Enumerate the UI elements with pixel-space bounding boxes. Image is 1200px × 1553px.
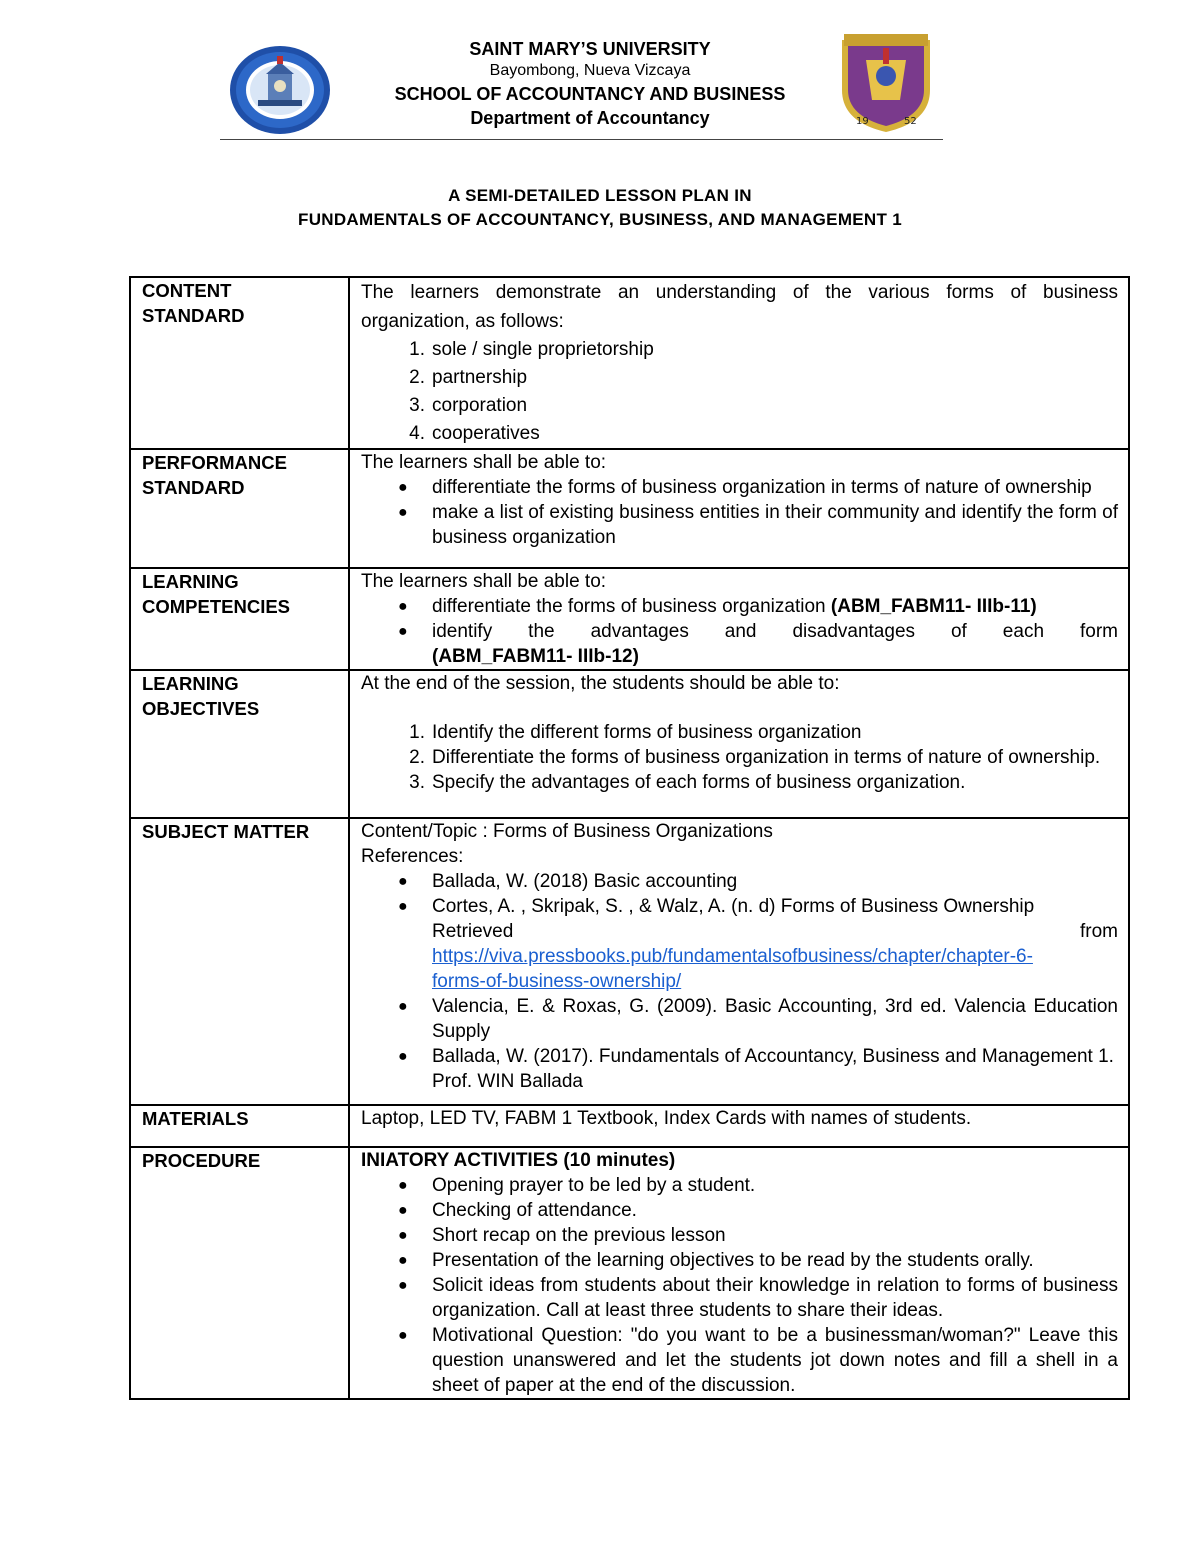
document-title: [0, 184, 1200, 232]
content-standard-label: CONTENT STANDARD: [130, 277, 349, 449]
learning-objectives-list: [361, 720, 1118, 795]
department-name: Department of Accountancy: [470, 108, 710, 128]
list-item: ● Valencia, E. & Roxas, G. (2009). Basic Accounting, 3rd ed. Valencia Education Supply: [398, 996, 1118, 1042]
page-header: [0, 0, 1200, 145]
procedure-heading: INIATORY ACTIVITIES (10 minutes): [361, 1150, 676, 1171]
materials-content: Laptop, LED TV, FABM 1 Textbook, Index Cards with names of students.: [349, 1105, 1129, 1147]
crest-year-right: 52: [904, 116, 917, 127]
content-standard-list: [361, 336, 1118, 448]
performance-standard-intro: The learners shall be able to:: [361, 452, 607, 473]
learning-competencies-content: [349, 568, 1129, 670]
school-crest-icon: [836, 30, 936, 134]
learning-competencies-list: [361, 594, 1118, 669]
performance-standard-list: [361, 475, 1118, 550]
procedure-label: PROCEDURE: [130, 1147, 349, 1399]
table-row: [130, 277, 1129, 449]
list-item: ● Short recap on the previous lesson: [398, 1225, 726, 1246]
list-item: ● differentiate the forms of business organization (ABM_FABM11- IIIb-11): [398, 596, 1037, 617]
reference-link-continued[interactable]: forms-of-business-ownership/: [432, 971, 682, 992]
reference-link[interactable]: https://viva.pressbooks.pub/fundamentalsofbusiness/chapter/chapter-6-: [432, 946, 1033, 967]
table-row: [130, 818, 1129, 1105]
learning-competencies-intro: The learners shall be able to:: [361, 571, 607, 592]
competency-code: (ABM_FABM11- IIIb-11): [830, 596, 1037, 617]
content-standard-content: [349, 277, 1129, 449]
lesson-plan-table: [129, 276, 1130, 1400]
list-item: 2. partnership: [409, 367, 528, 388]
performance-standard-label: PERFORMANCE STANDARD: [130, 449, 349, 568]
list-item: ● Opening prayer to be led by a student.: [398, 1175, 756, 1196]
crest-year-left: 19: [856, 116, 869, 127]
list-item: 3. Specify the advantages of each forms of business organization.: [409, 772, 966, 793]
subject-matter-topic: Content/Topic : Forms of Business Organizations: [361, 821, 773, 842]
learning-objectives-content: [349, 670, 1129, 818]
university-location: Bayombong, Nueva Vizcaya: [489, 62, 691, 79]
school-name: SCHOOL OF ACCOUNTANCY AND BUSINESS: [394, 84, 786, 104]
list-item: ● Presentation of the learning objectives to be read by the students orally.: [398, 1250, 1034, 1271]
materials-label: MATERIALS: [130, 1105, 349, 1147]
list-item: 3. corporation: [409, 395, 528, 416]
table-row: [130, 449, 1129, 568]
learning-objectives-intro: At the end of the session, the students should be able to:: [361, 673, 840, 694]
title-line-2: FUNDAMENTALS OF ACCOUNTANCY, BUSINESS, AND MANAGEMENT 1: [298, 210, 902, 229]
list-item: ● differentiate the forms of business organization in terms of nature of ownership: [398, 477, 1092, 498]
content-standard-intro: The learners demonstrate an understanding of the various forms of business organization, as follows:: [361, 282, 1118, 332]
list-item: 4. cooperatives: [409, 423, 540, 444]
list-item: 2. Differentiate the forms of business organization in terms of nature of ownership.: [409, 747, 1101, 768]
list-item: ● make a list of existing business entities in their community and identify the form of business organization: [398, 502, 1118, 548]
procedure-list: [361, 1173, 1118, 1398]
list-item: 1. Identify the different forms of business organization: [409, 722, 862, 743]
title-line-1: A SEMI-DETAILED LESSON PLAN IN: [448, 186, 752, 205]
header-divider: [220, 139, 943, 140]
table-row: [130, 670, 1129, 818]
table-row: [130, 1105, 1129, 1147]
references-label: References:: [361, 846, 464, 867]
procedure-content: [349, 1147, 1129, 1399]
university-name: SAINT MARY’S UNIVERSITY: [469, 39, 711, 59]
university-seal-icon: [228, 44, 332, 136]
list-item: ● Motivational Question: "do you want to be a businessman/woman?" Leave this question unanswered and let the students jot down notes and fill a shell in a sheet of paper at the end of the discussion.: [398, 1325, 1118, 1396]
competency-code: (ABM_FABM11- IIIb-12): [432, 646, 639, 667]
list-item: ● Ballada, W. (2018) Basic accounting: [398, 871, 738, 892]
list-item: ● identify the advantages and disadvantages of each form (ABM_FABM11- IIIb-12): [398, 621, 1118, 667]
list-item: ● Cortes, A. , Skripak, S. , & Walz, A. (n. d) Forms of Business Ownership Retrieved from https://viva.pressbooks.pub/fundamentalsofbusiness/chapter/chapter-6- forms-of-business-ownership/: [398, 896, 1118, 992]
subject-matter-content: [349, 818, 1129, 1105]
performance-standard-content: [349, 449, 1129, 568]
list-item: ● Ballada, W. (2017). Fundamentals of Accountancy, Business and Management 1. Prof. WIN Ballada: [398, 1046, 1114, 1092]
learning-objectives-label: LEARNING OBJECTIVES: [130, 670, 349, 818]
table-row: [130, 1147, 1129, 1399]
list-item: ● Solicit ideas from students about their knowledge in relation to forms of business organization. Call at least three students to share their ideas.: [398, 1275, 1118, 1321]
learning-competencies-label: LEARNING COMPETENCIES: [130, 568, 349, 670]
list-item: ● Checking of attendance.: [398, 1200, 637, 1221]
list-item: 1. sole / single proprietorship: [409, 339, 654, 360]
subject-matter-label: SUBJECT MATTER: [130, 818, 349, 1105]
references-list: [361, 869, 1118, 1094]
table-row: [130, 568, 1129, 670]
